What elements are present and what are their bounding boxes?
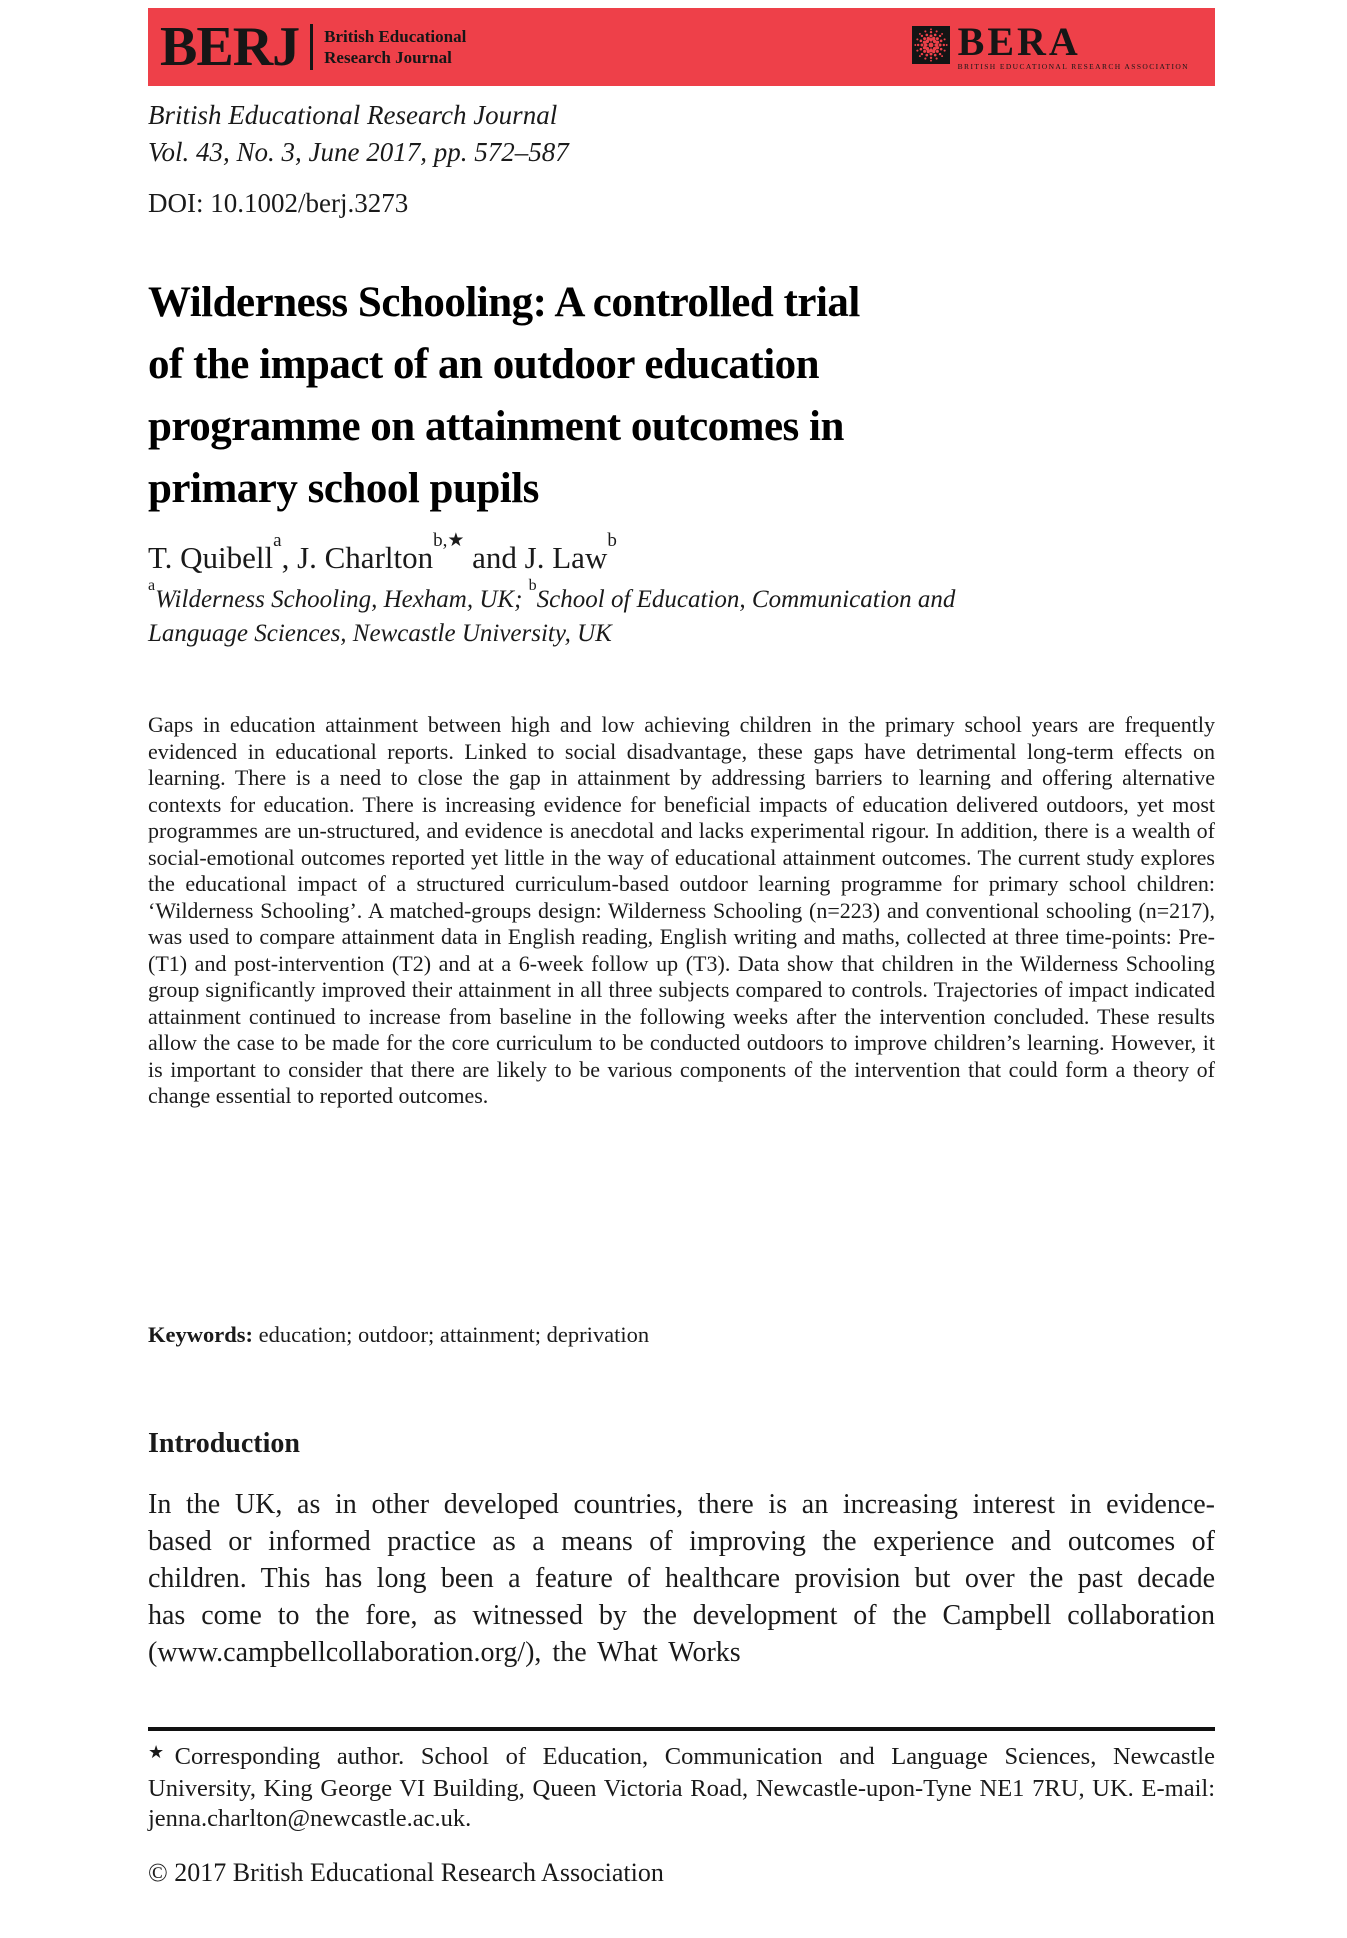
corresponding-author-footnote [148, 1742, 1215, 1835]
copyright-line: © 2017 British Educational Research Association [148, 1858, 664, 1887]
berj-logo-acronym: BERJ [160, 16, 300, 78]
affiliation-a: Wilderness Schooling, Hexham, UK; [155, 586, 529, 613]
section-heading-introduction: Introduction [148, 1428, 300, 1459]
author-2-affiliation-marker: b,★ [433, 529, 465, 551]
article-title-line3: programme on attainment outcomes in [148, 403, 844, 450]
berj-logo-name-line2: Research Journal [324, 48, 452, 67]
footnote-text: Corresponding author. School of Education, Communication and Language Sciences, Newcastle University, King George VI Building, Queen Victoria Road, Newcastle-upon-Tyne NE1 7RU, UK. E-mail: jenna.charlton@newcastle.ac.uk. [148, 1743, 1215, 1832]
keywords [148, 1322, 1215, 1348]
bera-logo-acronym: BERA [957, 18, 1081, 64]
article-title [148, 272, 1215, 520]
abstract: Gaps in education attainment between high and low achieving children in the primary school years are frequently evidenced in educational reports. Linked to social disadvantage, these gaps have detrimental long-term effects on learning. There is a need to close the gap in attainment by addressing barriers to learning and offering alternative contexts for education. There is increasing evidence for beneficial impacts of education delivered outdoors, yet most programmes are un-structured, and evidence is anecdotal and lacks experimental rigour. In addition, there is a wealth of social-emotional outcomes reported yet little in the way of educational attainment outcomes. The current study explores the educational impact of a structured curriculum-based outdoor learning programme for primary school children: ‘Wilderness Schooling’. A matched-groups design: Wilderness Schooling (n=223) and conventional schooling (n=217), was used to compare attainment data in English reading, English writing and maths, collected at three time-points: Pre- (T1) and post-intervention (T2) and at a 6-week follow up (T3). Data show that children in the Wilderness Schooling group significantly improved their attainment in all three subjects compared to controls. Trajectories of impact indicated attainment continued to increase from baseline in the following weeks after the intervention concluded. These results allow the case to be made for the core curriculum to be conducted outdoors to improve children’s learning. However, it is important to consider that there are likely to be various components of the intervention that could form a theory of change essential to reported outcomes. [148, 712, 1215, 1108]
keywords-label: Keywords: [148, 1322, 253, 1347]
author-1: T. Quibell [148, 540, 274, 575]
author-line [148, 529, 1215, 576]
journal-banner [148, 8, 1215, 86]
footnote-star-marker: ★ [148, 1742, 175, 1762]
author-3: and J. Law [464, 540, 608, 575]
footnote-rule [148, 1727, 1215, 1731]
berj-logo [160, 17, 466, 77]
berj-logo-divider [310, 24, 313, 70]
keywords-list: education; outdoor; attainment; deprivation [253, 1322, 650, 1347]
author-3-affiliation-marker: b [607, 529, 617, 551]
bera-logo [912, 18, 1189, 71]
berj-logo-name [324, 26, 466, 68]
introduction-paragraph: In the UK, as in other developed countries, there is an increasing interest in evidence-based or informed practice as a means of improving the experience and outcomes of children. This has long been a feature of healthcare provision but over the past decade has come to the fore, as witnessed by the development of the Campbell collaboration (www.campbellcollaboration.org/), the What Works [148, 1489, 1215, 1668]
affiliation-a-marker: a [148, 576, 156, 594]
author-1-affiliation-marker: a [273, 529, 282, 551]
affiliations [148, 576, 1048, 651]
journal-name: British Educational Research Journal [148, 100, 558, 130]
article-title-line4: primary school pupils [148, 465, 539, 512]
affiliation-b: School of Education, Communication and Language Sciences, Newcastle University, UK [148, 586, 956, 647]
berj-logo-name-line1: British Educational [324, 27, 467, 46]
bera-dots-icon [912, 26, 950, 64]
journal-issue: Vol. 43, No. 3, June 2017, pp. 572–587 [148, 137, 569, 167]
doi: DOI: 10.1002/berj.3273 [148, 188, 409, 218]
affiliation-b-marker: b [528, 576, 537, 594]
article-title-line2: of the impact of an outdoor education [148, 341, 820, 388]
bera-logo-subtext: BRITISH EDUCATIONAL RESEARCH ASSOCIATION [957, 61, 1189, 71]
author-2: , J. Charlton [281, 540, 434, 575]
article-title-line1: Wilderness Schooling: A controlled trial [148, 279, 860, 326]
